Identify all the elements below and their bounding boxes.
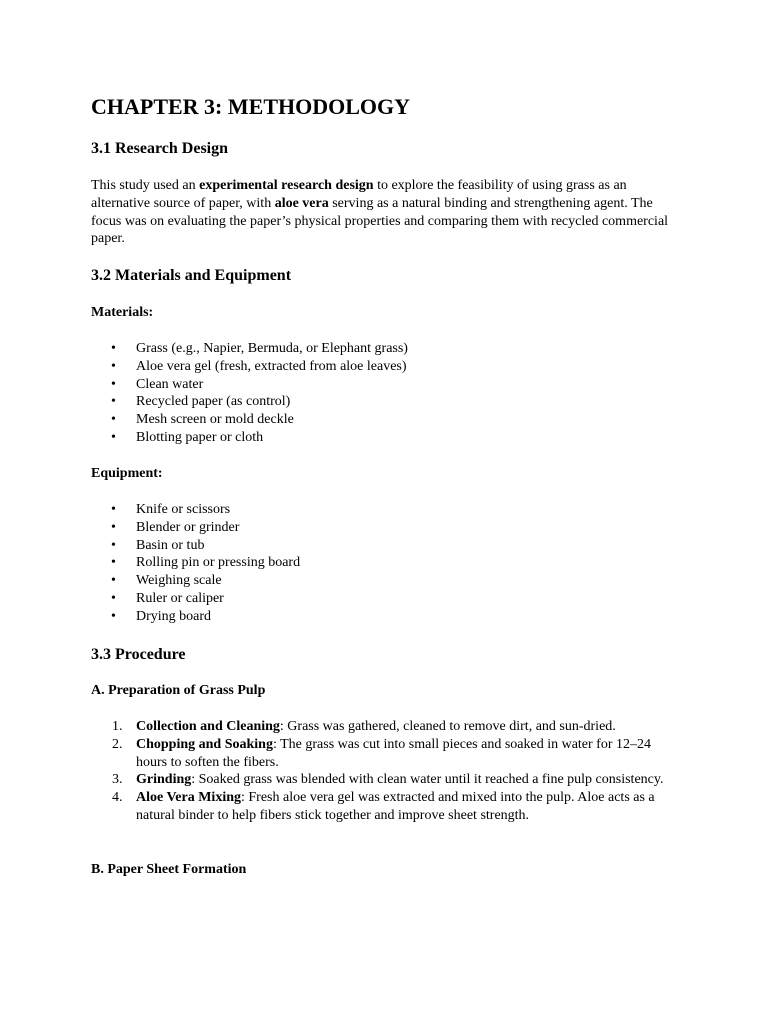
research-design-paragraph	[91, 177, 681, 248]
list-item	[91, 411, 408, 429]
list-item	[91, 376, 408, 394]
paragraph-bold-text: experimental research design	[199, 178, 374, 193]
step-title: Aloe Vera Mixing	[136, 790, 241, 806]
bullet-icon: •	[111, 608, 116, 624]
list-item-text: Rolling pin or pressing board	[136, 555, 301, 571]
list-item-text: Clean water	[136, 376, 204, 392]
list-item	[91, 501, 300, 519]
bullet-icon: •	[111, 537, 116, 553]
procedure-steps-list	[91, 718, 681, 825]
list-item-text: Grass (e.g., Napier, Bermuda, or Elephant grass)	[136, 341, 408, 356]
subsection-heading-sheet-formation: B. Paper Sheet Formation	[91, 862, 247, 877]
bullet-icon: •	[111, 573, 116, 589]
list-item	[91, 554, 300, 572]
step-title: Collection and Cleaning	[136, 719, 280, 734]
step-text: : Soaked grass was blended with clean water until it reached a fine pulp consistency.	[191, 772, 664, 788]
section-heading-procedure: 3.3 Procedure	[91, 646, 186, 663]
step-title: Grinding	[136, 772, 192, 788]
step-text: : The grass was cut into small pieces and soaked in water for 12–24 hours to soften the fibers.	[136, 736, 652, 770]
step-text: : Fresh aloe vera gel was extracted and mixed into the pulp. Aloe acts as a natural binder to help fibers stick together and improve sheet strength.	[136, 790, 655, 823]
chapter-title: CHAPTER 3: METHODOLOGY	[91, 94, 411, 119]
list-item-text: Weighing scale	[136, 573, 222, 589]
section-heading-research-design: 3.1 Research Design	[91, 140, 229, 157]
list-item	[91, 590, 300, 608]
step-title: Chopping and Soaking	[136, 736, 273, 752]
list-item	[91, 572, 300, 590]
step-number: 2.	[112, 736, 123, 752]
bullet-icon: •	[111, 358, 116, 374]
procedure-step	[91, 736, 681, 772]
bullet-icon: •	[111, 376, 116, 392]
equipment-label: Equipment:	[91, 466, 163, 481]
procedure-step	[91, 718, 681, 736]
step-number: 1.	[112, 719, 123, 734]
list-item-text: Blotting paper or cloth	[136, 429, 264, 445]
bullet-icon: •	[111, 429, 116, 445]
paragraph-text: serving as a natural binding and strengthening agent. The focus was on evaluating the paper’s physical properties and comparing them with recycled commercial paper.	[91, 195, 669, 247]
list-item-text: Ruler or caliper	[136, 590, 224, 606]
bullet-icon: •	[111, 394, 116, 410]
paragraph-text: to explore the feasibility of using grass as an alternative source of paper, with	[91, 178, 627, 211]
bullet-icon: •	[111, 519, 116, 535]
bullet-icon: •	[111, 590, 116, 606]
list-item-text: Mesh screen or mold deckle	[136, 412, 294, 428]
section-heading-materials-equipment: 3.2 Materials and Equipment	[91, 267, 292, 284]
procedure-step	[91, 771, 681, 789]
materials-label: Materials:	[91, 305, 154, 320]
list-item-text: Drying board	[136, 608, 212, 624]
list-item	[91, 608, 300, 626]
step-text: : Grass was gathered, cleaned to remove dirt, and sun-dried.	[279, 719, 616, 734]
list-item-text: Blender or grinder	[136, 519, 240, 535]
list-item	[91, 519, 300, 537]
bullet-icon: •	[111, 341, 116, 356]
step-number: 3.	[112, 772, 123, 788]
list-item	[91, 340, 408, 358]
materials-list	[91, 340, 408, 447]
list-item-text: Aloe vera gel (fresh, extracted from aloe leaves)	[136, 358, 407, 374]
subsection-heading-grass-pulp: A. Preparation of Grass Pulp	[91, 683, 266, 698]
bullet-icon: •	[111, 502, 116, 517]
list-item	[91, 429, 408, 447]
list-item	[91, 537, 300, 555]
list-item-text: Basin or tub	[136, 537, 205, 553]
bullet-icon: •	[111, 412, 116, 428]
list-item-text: Recycled paper (as control)	[136, 394, 291, 410]
bullet-icon: •	[111, 555, 116, 571]
list-item	[91, 393, 408, 411]
list-item-text: Knife or scissors	[136, 502, 231, 517]
procedure-step	[91, 789, 681, 825]
paragraph-bold-text: aloe vera	[274, 195, 329, 211]
step-number: 4.	[112, 790, 123, 806]
paragraph-text: This study used an	[91, 178, 200, 193]
list-item	[91, 358, 408, 376]
equipment-list	[91, 501, 300, 626]
